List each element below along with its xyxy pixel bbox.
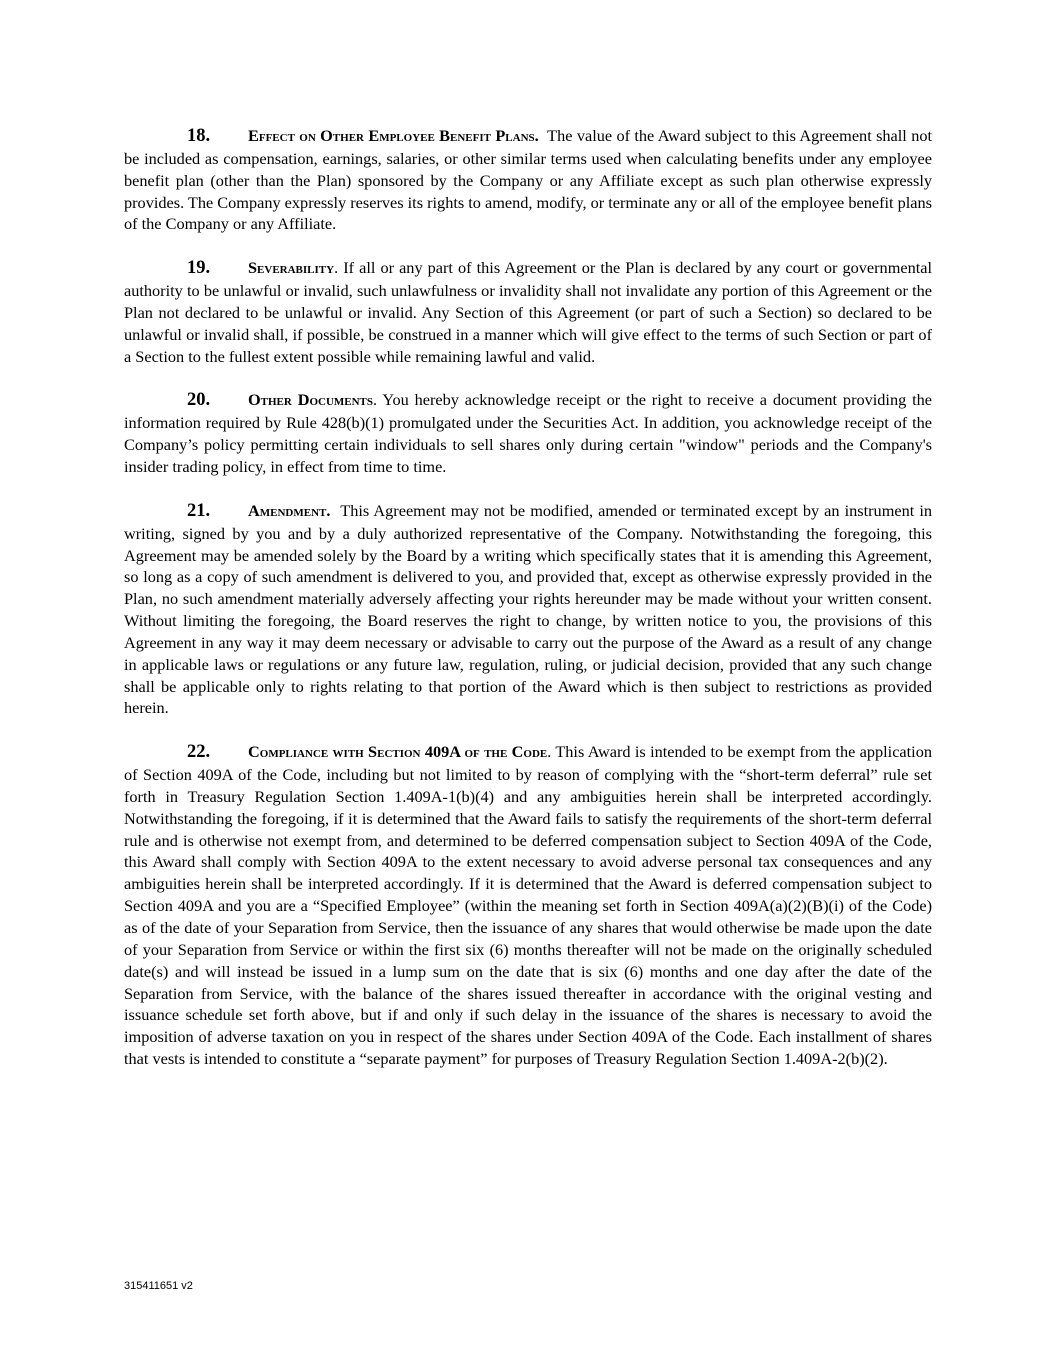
section-body: . If all or any part of this Agreement or the Plan is declared by any court or governmental authority to be unlawful or invalid, such unlawfulness or invalidity shall not invalidate any portion of this Agreement or the Plan not declared to be unlawful or invalid. Any Section of this Agreement (or part of such a Section) so declared to be unlawful or invalid shall, if possible, be construed in a manner which will give effect to the terms of such Section or part of a Section to the fullest extent possible while remaining lawful and valid.: [124, 258, 932, 366]
section-number: 20.: [187, 390, 211, 411]
section-number: 19.: [187, 258, 211, 279]
section-18: [124, 125, 932, 235]
section-20: [124, 389, 932, 477]
section-21: [124, 500, 932, 719]
section-body: . This Award is intended to be exempt from the application of Section 409A of the Code, including but not limited to by reason of complying with the “short-term deferral” rule set forth in Treasury Regulation Section 1.409A-1(b)(4) and any ambiguities herein shall be interpreted accordingly. Notwithstanding the foregoing, if it is determined that the Award fails to satisfy the requirements of the short-term deferral rule and is otherwise not exempt from, and determined to be deferred compensation subject to Section 409A of the Code, this Award shall comply with Section 409A to the extent necessary to avoid adverse personal tax consequences and any ambiguities herein shall be interpreted accordingly. If it is determined that the Award is deferred compensation subject to Section 409A and you are a “Specified Employee” (within the meaning set forth in Section 409A(a)(2)(B)(i) of the Code) as of the date of your Separation from Service, then the issuance of any shares that would otherwise be made upon the date of your Separation from Service or within the first six (6) months thereafter will not be made on the originally scheduled date(s) and will instead be issued in a lump sum on the date that is six (6) months and one day after the date of the Separation from Service, with the balance of the shares issued thereafter in accordance with the original vesting and issuance schedule set forth above, but if and only if such delay in the issuance of the shares is necessary to avoid the imposition of adverse taxation on you in respect of the shares under Section 409A of the Code. Each installment of shares that vests is intended to constitute a “separate payment” for purposes of Treasury Regulation Section 1.409A-2(b)(2).: [124, 742, 932, 1069]
document-page: [124, 125, 932, 1092]
section-heading: Amendment.: [248, 500, 331, 520]
section-number: 22.: [187, 742, 211, 763]
section-number: 21.: [187, 500, 211, 521]
section-number: 18.: [187, 126, 211, 146]
section-heading: Severability: [248, 258, 335, 278]
section-body: This Agreement may not be modified, amended or terminated except by an instrument in writing, signed by you and by a duly authorized representative of the Company. Notwithstanding the foregoing, this Agreement may be amended solely by the Board by a writing which specifically states that it is amending this Agreement, so long as a copy of such amendment is delivered to you, and provided that, except as otherwise expressly provided in the Plan, no such amendment materially adversely affecting your rights hereunder may be made without your written consent. Without limiting the foregoing, the Board reserves the right to change, by written notice to you, the provisions of this Agreement in any way it may deem necessary or advisable to carry out the purpose of the Award as a result of any change in applicable laws or regulations or any future law, regulation, ruling, or judicial decision, provided that any such change shall be applicable only to rights relating to that portion of the Award which is then subject to restrictions as provided herein.: [124, 500, 932, 718]
section-heading: Compliance with Section 409A of the Code: [248, 742, 548, 762]
section-heading: Effect on Other Employee Benefit Plans.: [248, 126, 539, 145]
section-body: . You hereby acknowledge receipt or the right to receive a document providing the information required by Rule 428(b)(1) promulgated under the Securities Act. In addition, you acknowledge receipt of the Company’s policy permitting certain individuals to sell shares only during certain "window" periods and the Company's insider trading policy, in effect from time to time.: [124, 390, 932, 476]
section-heading: Other Documents: [248, 390, 374, 410]
section-22: [124, 741, 932, 1070]
document-id-footer: 315411651 v2: [124, 1280, 193, 1292]
section-body: The value of the Award subject to this Agreement shall not be included as compensation, earnings, salaries, or other similar terms used when calculating benefits under any employee benefit plan (other than the Plan) sponsored by the Company or any Affiliate except as such plan otherwise expressly provides. The Company expressly reserves its rights to amend, modify, or terminate any or all of the employee benefit plans of the Company or any Affiliate.: [124, 126, 932, 234]
section-19: [124, 257, 932, 367]
